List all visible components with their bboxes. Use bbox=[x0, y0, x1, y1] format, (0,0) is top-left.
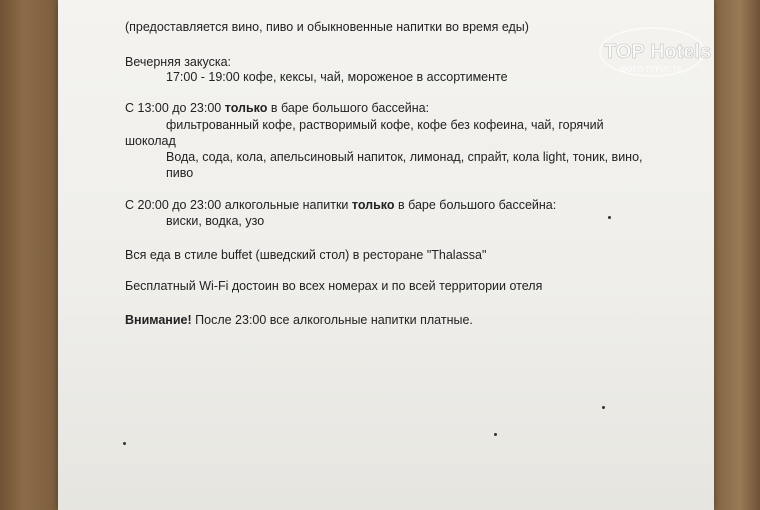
doc-snack-detail: 17:00 - 19:00 кофе, кексы, чай, мороженое в ассортименте bbox=[166, 70, 508, 84]
doc-warning-rest: После 23:00 все алкогольные напитки платные. bbox=[191, 313, 473, 327]
doc-bar1-line3: шоколад bbox=[125, 134, 176, 148]
doc-warning-bold: Внимание! bbox=[125, 313, 192, 327]
doc-bar1-line4: Вода, сода, кола, апельсиновый напиток, лимонад, спрайт, кола light, тоник, вино, bbox=[166, 150, 643, 164]
doc-line-wine-beer: (предоставляется вино, пиво и обыкновенные напитки во время еды) bbox=[125, 20, 529, 34]
paper-speck bbox=[123, 442, 126, 445]
doc-bar2-suffix: в баре большого бассейна: bbox=[394, 198, 557, 212]
wooden-table-right bbox=[710, 0, 760, 510]
paper-speck bbox=[602, 406, 605, 409]
doc-bar1-line2: фильтрованный кофе, растворимый кофе, кофе без кофеина, чай, горячий bbox=[166, 118, 604, 132]
doc-bar1-bold: только bbox=[224, 101, 268, 115]
doc-warning bbox=[125, 313, 473, 328]
doc-buffet: Вся еда в стиле buffet (шведский стол) в ресторане "Thalassa" bbox=[125, 248, 487, 262]
svg-text:Hotels: Hotels bbox=[650, 41, 712, 63]
doc-bar2-line2: виски, водка, узо bbox=[166, 214, 265, 228]
doc-bar2-heading bbox=[125, 198, 556, 213]
paper-speck bbox=[494, 433, 497, 436]
doc-bar1-heading bbox=[125, 101, 429, 116]
tophotels-logo-icon bbox=[596, 26, 712, 82]
wooden-table-left bbox=[0, 0, 60, 510]
doc-snack-heading: Вечерняя закуска: bbox=[125, 55, 232, 69]
doc-bar1-suffix: в баре большого бассейна: bbox=[267, 101, 430, 115]
svg-text:TOP: TOP bbox=[604, 41, 645, 63]
doc-wifi: Бесплатный Wi-Fi достоин во всех номерах и по всей территории отеля bbox=[125, 279, 543, 293]
doc-bar1-line5: пиво bbox=[166, 166, 194, 180]
paper-speck bbox=[608, 216, 611, 219]
doc-bar2-bold: только bbox=[351, 198, 395, 212]
doc-bar1-prefix: С 13:00 до 23:00 bbox=[125, 101, 225, 115]
tophotels-watermark bbox=[596, 26, 712, 82]
doc-bar2-prefix: С 20:00 до 23:00 алкогольные напитки bbox=[125, 198, 352, 212]
svg-text:ФОТО ТУРИСТА: ФОТО ТУРИСТА bbox=[620, 65, 682, 74]
